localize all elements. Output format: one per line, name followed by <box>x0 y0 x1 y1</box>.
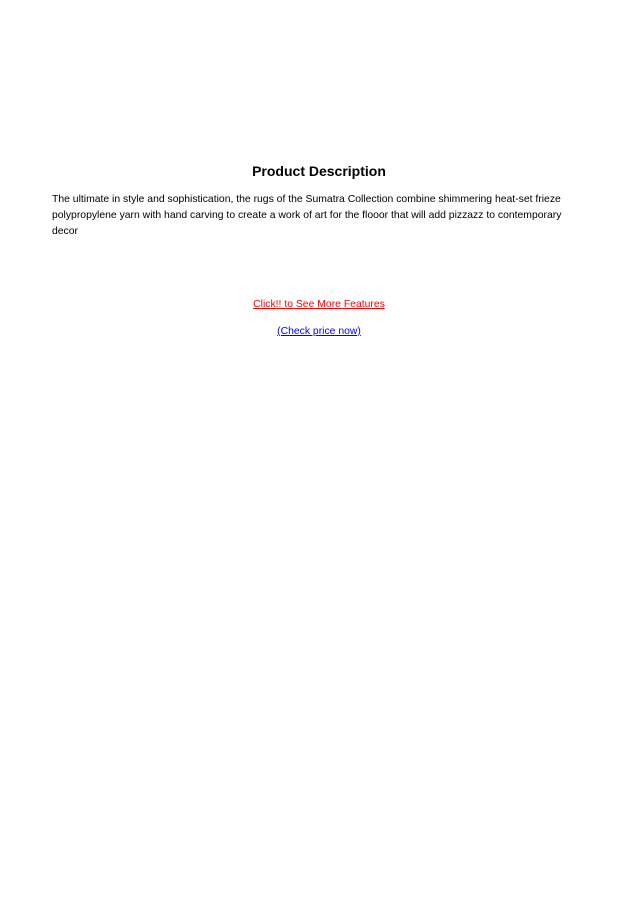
see-more-features-link[interactable]: Click!! to See More Features <box>253 299 385 310</box>
page-title: Product Description <box>252 163 386 179</box>
check-price-link[interactable]: (Check price now) <box>277 326 361 337</box>
product-description: The ultimate in style and sophistication, the rugs of the Sumatra Collection combine shimmering heat-set frieze polypropylene yarn with hand carving to create a work of art for the flooor that will add pizzazz to contemporary decor <box>52 194 562 237</box>
